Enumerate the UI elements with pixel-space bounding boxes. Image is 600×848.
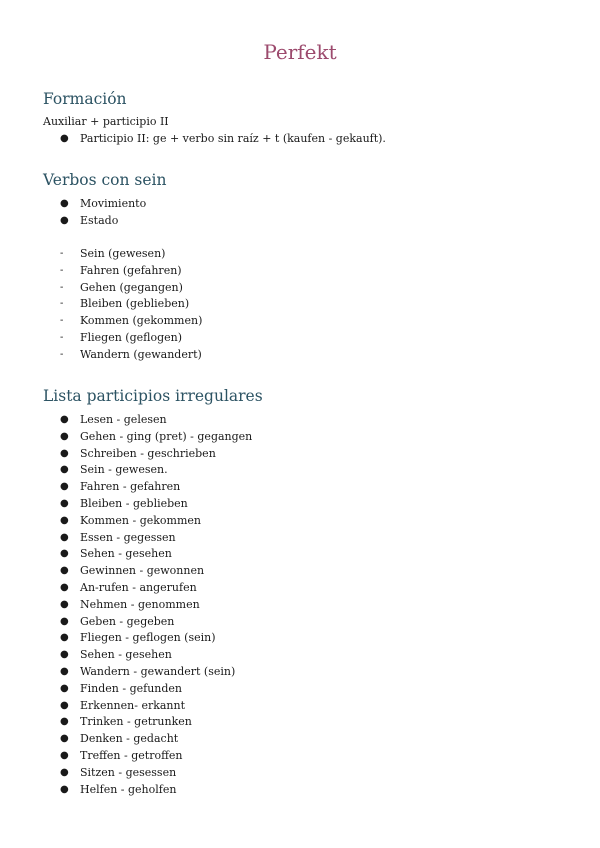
list-item-text: Erkennen- erkannt [80,698,186,712]
list-item-text: An-rufen - angerufen [80,580,197,594]
bullet-marker: ● [60,531,69,543]
list-item-text: Fliegen - geflogen (sein) [80,631,216,645]
list-item-text: Estado [80,213,119,227]
bullet-marker: ● [60,414,69,425]
bullet-marker: ● [60,133,69,144]
bullet-marker: ● [60,497,69,509]
bullet-marker: ● [60,514,69,526]
bullet-marker: ● [60,649,69,661]
bullet-marker: ● [60,699,69,711]
bullet-marker: ● [60,682,69,694]
bullet-marker: ● [60,598,69,610]
list-item-text: Fahren - gefahren [80,480,181,494]
dash-marker: - [60,264,64,276]
list-item-text: Bleiben - geblieben [80,496,188,510]
list-item-text: Gehen (gegangen) [80,280,183,294]
bullet-marker: ● [60,733,69,745]
list-item-text: Participio II: ge + verbo sin raíz + t (kaufen - gekauft). [80,132,386,145]
list-item-text: Lesen - gelesen [80,413,167,426]
dash-marker: - [60,331,64,343]
bullet-marker: ● [60,665,69,677]
list-item-text: Fahren (gefahren) [80,263,182,277]
bullet-marker: ● [60,548,69,560]
list-item-text: Denken - gedacht [80,732,179,746]
list-item-text: Sitzen - gesessen [80,765,177,779]
list-item-text: Sein (gewesen) [80,247,166,260]
list-item-text: Essen - gegessen [80,530,176,544]
list-item-text: Movimiento [80,197,147,210]
bullet-marker: ● [60,214,69,226]
list-item-text: Finden - gefunden [80,681,183,695]
bullet-marker: ● [60,749,69,761]
list-item-text: Sein - gewesen. [80,463,168,477]
bullet-marker: ● [60,632,69,644]
list-item-text: Wandern (gewandert) [80,347,202,361]
section-heading-irregulares: Lista participios irregulares [43,387,263,405]
list-item-text: Kommen (gekommen) [80,314,203,328]
list-item-text: Schreiben - geschrieben [80,446,216,460]
list-item-text: Sehen - gesehen [80,648,172,662]
list-item-text: Nehmen - genommen [80,597,200,611]
list-item-text: Gehen - ging (pret) - gegangen [80,429,253,443]
dash-marker: - [60,315,64,327]
bullet-marker: ● [60,464,69,476]
section-heading-sein: Verbos con sein [43,171,167,189]
dash-marker: - [60,298,64,310]
bullet-marker: ● [60,783,69,795]
list-item-text: Trinken - getrunken [80,715,192,729]
bullet-marker: ● [60,766,69,778]
bullet-marker: ● [60,716,69,728]
bullet-marker: ● [60,615,69,627]
bullet-marker: ● [60,481,69,493]
page-title: Perfekt [263,40,337,64]
list-item-text: Sehen - gesehen [80,547,172,561]
formacion-line: Auxiliar + participio II [43,115,169,128]
list-item-text: Kommen - gekommen [80,513,202,527]
list-item-text: Treffen - getroffen [80,748,183,762]
bullet-marker: ● [60,565,69,577]
dash-marker: - [60,248,64,259]
list-item-text: Wandern - gewandert (sein) [80,664,236,678]
list-item-text: Gewinnen - gewonnen [80,564,205,578]
list-item-text: Geben - gegeben [80,614,175,628]
dash-marker: - [60,281,64,293]
list-item-text: Fliegen (geflogen) [80,330,183,344]
list-item-text: Helfen - geholfen [80,782,177,796]
bullet-marker: ● [60,430,69,442]
bullet-marker: ● [60,198,69,209]
list-item-text: Bleiben (geblieben) [80,297,190,311]
section-heading-formacion: Formación [43,90,127,108]
dash-marker: - [60,348,64,360]
bullet-marker: ● [60,447,69,459]
bullet-marker: ● [60,581,69,593]
